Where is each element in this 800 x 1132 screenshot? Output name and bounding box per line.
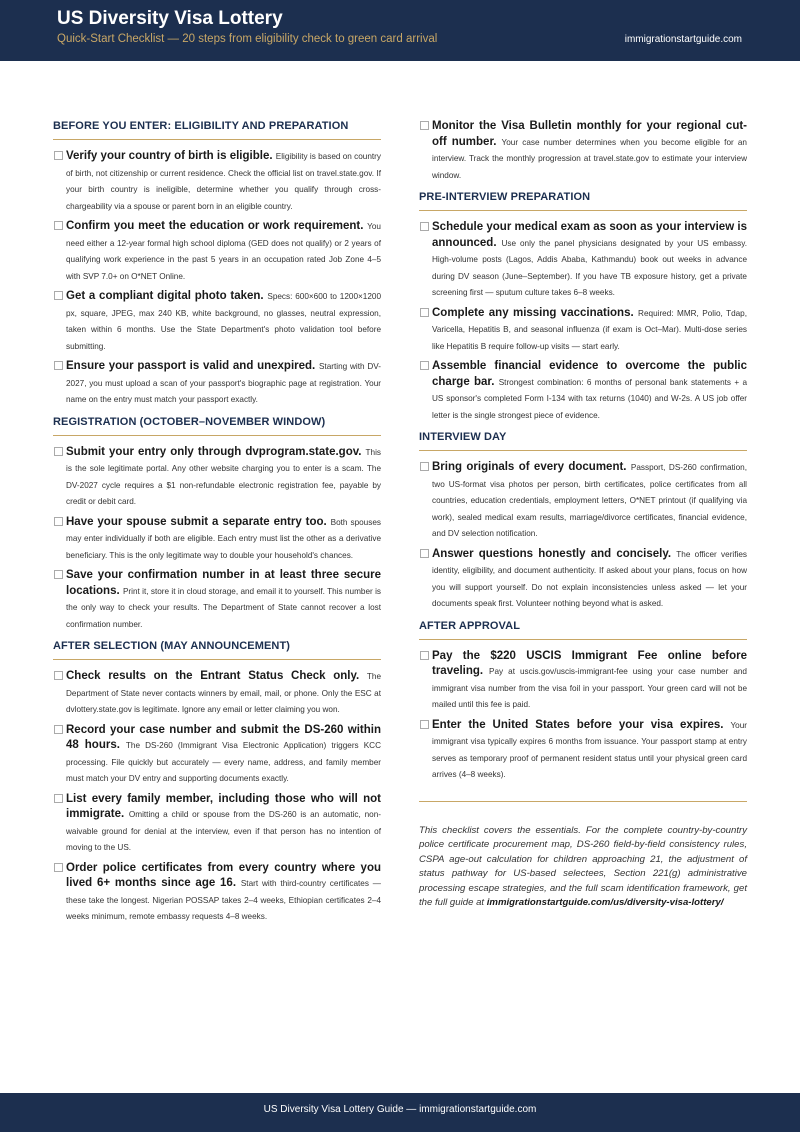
item-lead: Record your case number and submit the DS-260 within 48 hours.: [66, 723, 381, 751]
guide-link[interactable]: immigrationstartguide.com/us/diversity-visa-lottery/: [486, 897, 724, 909]
footer-text: US Diversity Visa Lottery Guide — immigrationstartguide.com: [263, 1104, 537, 1115]
item-description: Strongest combination: 6 months of personal bank statements + a US sponsor's completed Form I-134 with tax returns (1040) and W-2s. A US job offer letter is the single strongest piece of evidence.: [432, 377, 748, 420]
item-description: Omitting a child or spouse from the DS-260 is an automatic, non-waivable ground for denial at the interview, even if that person has no intention of moving to the US.: [66, 810, 381, 852]
checkbox-icon[interactable]: [420, 651, 429, 660]
page-footer: [0, 1093, 800, 1132]
item-description: The officer verifies identity, eligibility, and document authenticity. If asked about your plans, focus on how you will support yourself. Do not explain inconsistencies unless asked — let your documents speak first. Volunteer nothing beyond what is asked.: [432, 549, 747, 608]
checkbox-icon[interactable]: [420, 720, 429, 729]
item-lead: Get a compliant digital photo taken.: [66, 290, 268, 302]
section-heading: AFTER SELECTION (MAY ANNOUNCEMENT): [53, 638, 381, 660]
section-heading: INTERVIEW DAY: [419, 429, 747, 451]
checkbox-icon[interactable]: [420, 462, 429, 471]
section-heading: BEFORE YOU ENTER: ELIGIBILITY AND PREPARATION: [53, 118, 381, 140]
closing-note: [419, 824, 747, 912]
checkbox-icon[interactable]: [54, 447, 63, 456]
item-lead: Verify your country of birth is eligible.: [66, 150, 276, 162]
item-lead: Answer questions honestly and concisely.: [432, 547, 677, 560]
left-column: [53, 118, 381, 929]
closing-note-text: This checklist covers the essentials. For the complete country-by-country police certificate procurement map, DS-260 field-by-field consistency rules, CSPA age-out calculation for children approaching 21, the adjustment of status pathway for US-based selectees, Section 221(g) administrative processing escape strategies, and the full scam identification framework, get the full guide at: [419, 824, 747, 909]
item-lead: Complete any missing vaccinations.: [432, 306, 639, 319]
item-description: Both spouses may enter individually if both are eligible. Each entry must list the other as a derivative beneficiary. This is the only legitimate way to double your household's chances.: [66, 517, 381, 560]
checklist-item: [53, 288, 381, 354]
page-subtitle: Quick-Start Checklist — 20 steps from eligibility check to green card arrival: [57, 33, 438, 45]
checkbox-icon[interactable]: [54, 671, 63, 680]
item-description: Your case number determines when you become eligible for an interview. Track the monthly progression at travel.state.gov to estimate your interview window.: [432, 137, 747, 180]
item-lead: Confirm you meet the education or work requirement.: [66, 220, 368, 232]
item-description: Your immigrant visa typically expires 6 months from issuance. Your passport stamp at entry serves as temporary proof of permanent resident status until your physical green card arrives (4–8 weeks).: [432, 720, 747, 779]
page-header: [0, 0, 800, 61]
checklist-item: [419, 358, 747, 423]
checkbox-icon[interactable]: [420, 549, 429, 558]
checklist-item: [419, 219, 747, 301]
checkbox-icon[interactable]: [420, 121, 429, 130]
section-heading: AFTER APPROVAL: [419, 618, 747, 640]
item-description: Eligibility is based on country of birth, not citizenship or current residence. Check the official list on travel.state.gov. If your birth country is ineligible, determine whether you qualify through cross-chargeability via a spouse or parent born in an eligible country.: [66, 152, 381, 211]
divider: [419, 801, 747, 802]
item-description: You need either a 12-year formal high school diploma (GED does not qualify) or 2 years of qualifying work experience in the past 5 years in an occupation rated Job Zone 4–5 with SVP 7.0+ on O*NET Online.: [66, 222, 381, 281]
item-lead: Schedule your medical exam as soon as your interview is announced.: [432, 221, 747, 249]
item-lead: Pay the $220 USCIS Immigrant Fee online before traveling.: [432, 649, 747, 677]
checkbox-icon[interactable]: [420, 308, 429, 317]
item-lead: Submit your entry only through dvprogram.state.gov.: [66, 445, 366, 458]
item-lead: Ensure your passport is valid and unexpired.: [66, 360, 319, 372]
checkbox-icon[interactable]: [54, 361, 63, 370]
checkbox-icon[interactable]: [54, 517, 63, 526]
item-lead: Order police certificates from every country where you lived 6+ months since age 16.: [66, 861, 381, 889]
checklist-item: [53, 148, 381, 214]
checkbox-icon[interactable]: [54, 863, 63, 872]
section-heading: PRE-INTERVIEW PREPARATION: [419, 189, 747, 211]
checklist-item: [53, 444, 381, 510]
checklist-item: [419, 305, 747, 355]
checklist-item: [53, 358, 381, 408]
item-lead: List every family member, including those who will not immigrate.: [66, 792, 381, 820]
checkbox-icon[interactable]: [54, 291, 63, 300]
checklist-item: [53, 791, 381, 856]
checklist-item: [53, 722, 381, 787]
item-lead: Have your spouse submit a separate entry too.: [66, 515, 331, 528]
page-title: US Diversity Visa Lottery: [57, 8, 283, 29]
item-lead: Enter the United States before your visa expires.: [432, 718, 731, 731]
item-lead: Check results on the Entrant Status Check only.: [66, 670, 367, 682]
checkbox-icon[interactable]: [54, 794, 63, 803]
checkbox-icon[interactable]: [420, 222, 429, 231]
checklist-item: [419, 717, 747, 783]
checklist-item: [53, 218, 381, 284]
item-description: This is the sole legitimate portal. Any other website charging you to enter is a scam. The DV-2027 cycle requires a $1 non-refundable electronic registration fee, payable by credit or debit card.: [66, 447, 381, 506]
header-site-link[interactable]: immigrationstartguide.com: [624, 34, 742, 45]
item-description: The Department of State never contacts winners by email, mail, or phone. Only the ESC at dvlottery.state.gov is legitimate. Ignore any email or letter claiming you won.: [66, 672, 381, 714]
item-description: Start with third-country certificates — these take the longest. Nigerian POSSAP takes 2–4 weeks, Ethiopian certificates 2–4 weeks minimum, remote embassy requests 4–8 weeks.: [66, 879, 381, 921]
item-description: Print it, store it in cloud storage, and email it to yourself. This number is the only way to check your results. The Department of State cannot recover a lost confirmation number.: [66, 586, 381, 629]
checkbox-icon[interactable]: [54, 570, 63, 579]
item-description: Pay at uscis.gov/uscis-immigrant-fee using your case number and immigrant visa number from the visa foil in your passport. Your green card will not be mailed until this fee is paid.: [432, 667, 747, 709]
checkbox-icon[interactable]: [54, 221, 63, 230]
item-lead: Bring originals of every document.: [432, 461, 631, 473]
section-heading: REGISTRATION (OCTOBER–NOVEMBER WINDOW): [53, 414, 381, 436]
checklist-item: [419, 648, 747, 713]
checklist-item: [419, 118, 747, 183]
item-lead: Assemble financial evidence to overcome the public charge bar.: [432, 360, 747, 388]
checklist-item: [53, 860, 381, 925]
item-description: Required: MMR, Polio, Tdap, Varicella, Hepatitis B, and seasonal influenza (if exam is Oct–Mar). Multi-dose series like Hepatitis B require follow-up visits — start early.: [432, 308, 748, 351]
checkbox-icon[interactable]: [420, 361, 429, 370]
item-lead: Save your confirmation number in at least three secure locations.: [66, 569, 381, 597]
checklist-item: [419, 459, 747, 542]
item-lead: Monitor the Visa Bulletin monthly for your regional cut-off number.: [432, 120, 747, 148]
checklist-item: [53, 668, 381, 718]
checklist-item: [53, 567, 381, 632]
right-column: [419, 118, 747, 911]
item-description: Specs: 600×600 to 1200×1200 px, square, JPEG, max 240 KB, white background, no glasses, neutral expression, taken within 6 months. Use the State Department's photo validation tool before submitting.: [66, 292, 381, 351]
checkbox-icon[interactable]: [54, 725, 63, 734]
item-description: Starting with DV-2027, you must upload a scan of your passport's biographic page at registration. Your name on the entry must match your passport exactly.: [66, 362, 381, 404]
checkbox-icon[interactable]: [54, 151, 63, 160]
checklist-item: [53, 514, 381, 564]
item-description: The DS-260 (Immigrant Visa Electronic Application) triggers KCC processing. File quickly but accurately — every name, address, and family member must match your DV entry and supporting documents exactly.: [66, 741, 381, 783]
item-description: Passport, DS-260 confirmation, two US-format visa photos per person, birth certificates, police certificates from all countries, education credentials, employment letters, O*NET printout (if qualifying via work), sealed medical exam results, marriage/divorce certificates, financial evidence, and DV selection notification.: [432, 463, 747, 538]
checklist-item: [419, 546, 747, 612]
item-description: Use only the panel physicians designated by your US embassy. High-volume posts (Lagos, Addis Ababa, Kathmandu) book out weeks in advance during DV season (June–September). If you have TB exposure history, get a private screening first — sputum culture takes 6–8 weeks.: [432, 238, 747, 297]
